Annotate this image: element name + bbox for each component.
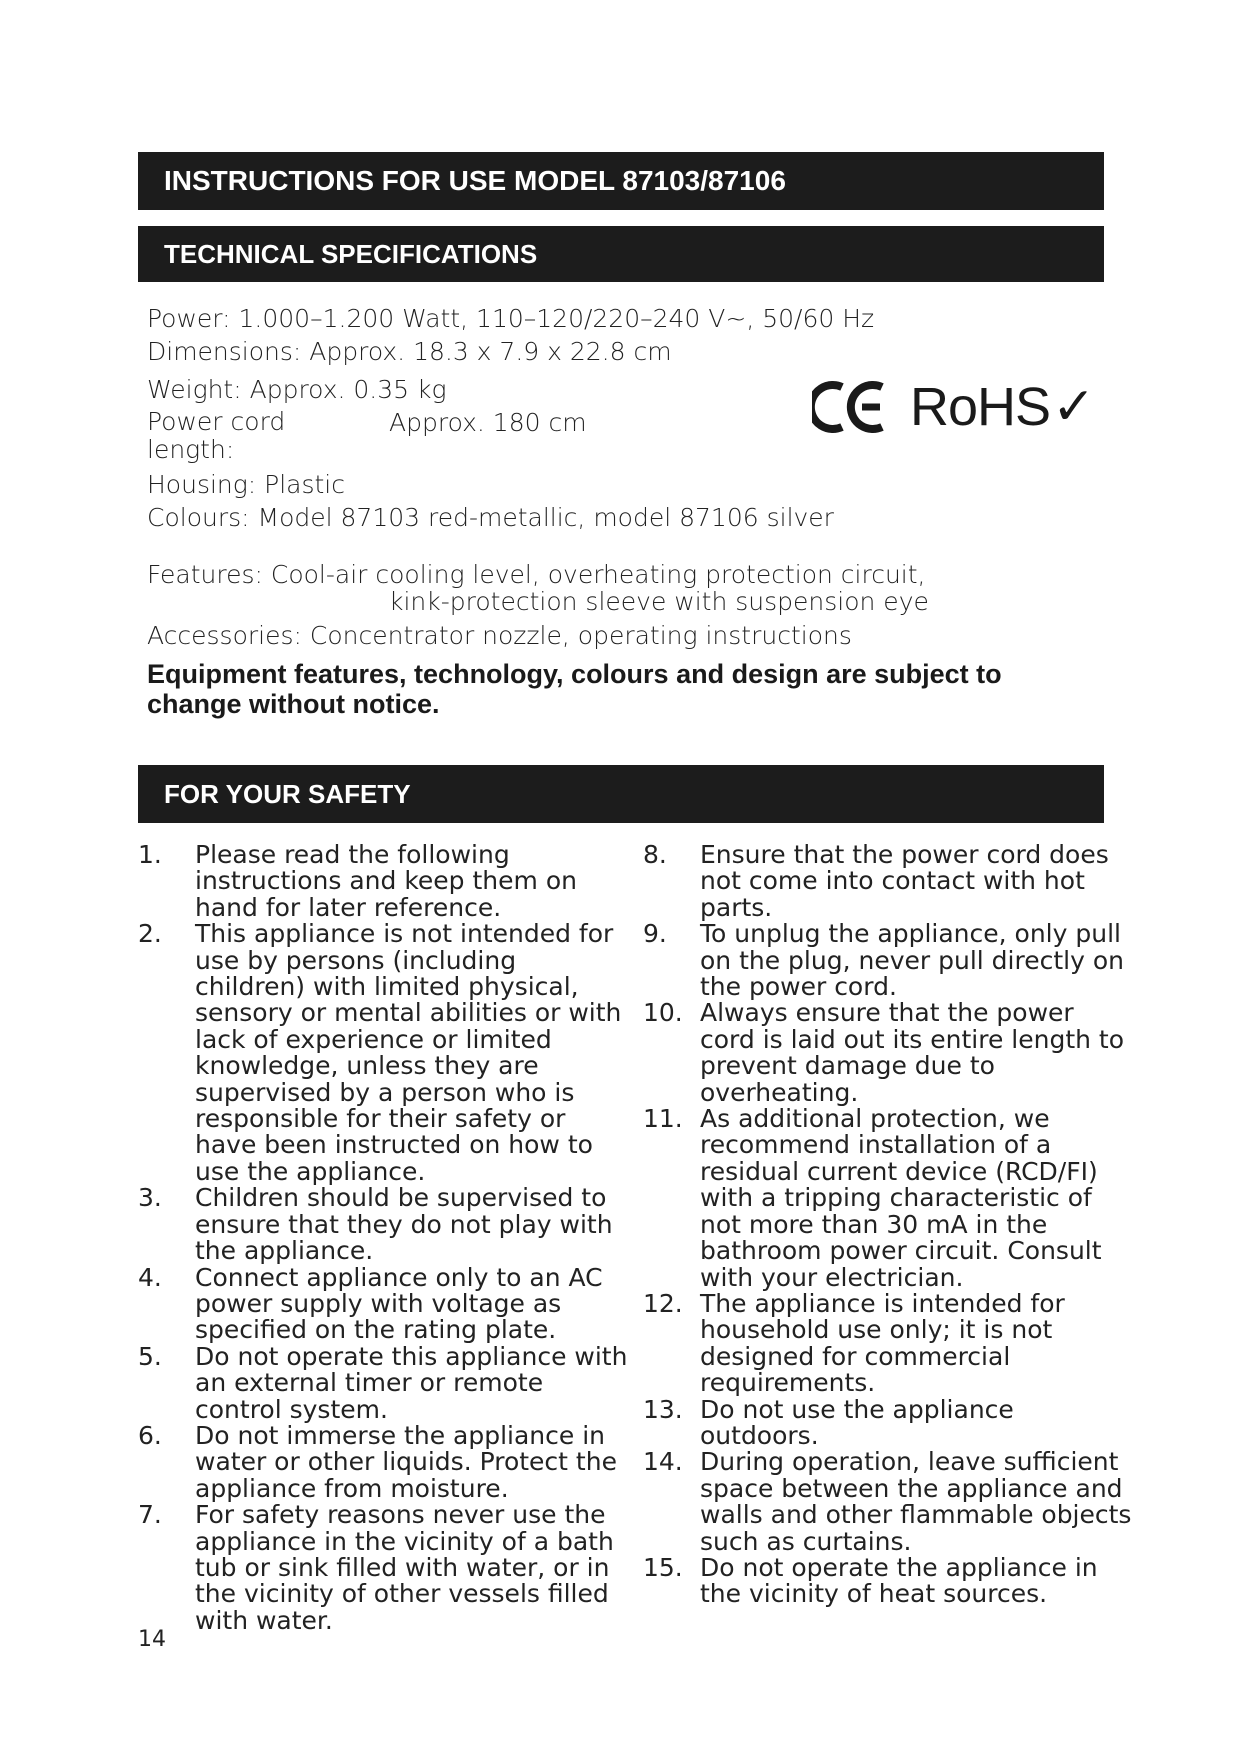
rohs-mark	[910, 376, 1095, 438]
spec-cord-label: Power cord length:	[147, 407, 286, 464]
safety-item	[138, 1502, 628, 1634]
safety-item-number: 4.	[138, 1262, 162, 1292]
rohs-label: RoHS	[910, 377, 1051, 437]
change-notice: Equipment features, technology, colours and design are subject to change without notice.	[147, 659, 1002, 719]
safety-item-text: Do not use the appliance outdoors.	[700, 1394, 1014, 1450]
safety-item-number: 8.	[643, 840, 667, 869]
spec-weight: Weight: Approx. 0.35 kg	[147, 375, 447, 404]
safety-item	[643, 1552, 1133, 1609]
safety-item	[138, 1262, 628, 1345]
safety-item	[643, 1000, 1133, 1106]
safety-item-number: 13.	[643, 1394, 683, 1424]
section-header-safety: FOR YOUR SAFETY	[138, 765, 1104, 823]
spec-power: Power: 1.000–1.200 Watt, 110–120/220–240 V~, 50/60 Hz	[147, 304, 875, 333]
safety-item-number: 9.	[643, 919, 667, 949]
safety-item-number: 6.	[138, 1420, 162, 1450]
safety-item-text: Do not operate this appliance with an external timer or remote control system.	[195, 1341, 628, 1424]
spec-accessories: Accessories: Concentrator nozzle, operating instructions	[147, 621, 852, 650]
safety-item-text: Always ensure that the power cord is laid out its entire length to prevent damage due to overheating.	[700, 998, 1125, 1107]
safety-item	[643, 842, 1133, 921]
safety-item-number: 2.	[138, 919, 162, 949]
ce-mark-icon	[812, 379, 888, 435]
safety-item-number: 12.	[643, 1288, 683, 1318]
page-number: 14	[138, 1627, 166, 1652]
safety-item	[138, 842, 628, 921]
safety-item-text: Children should be supervised to ensure that they do not play with the appliance.	[195, 1183, 613, 1266]
safety-item	[643, 1394, 1133, 1450]
safety-item-text: During operation, leave sufficient space between the appliance and walls and other flammable objects such as curtains.	[700, 1447, 1132, 1556]
spec-dimensions: Dimensions: Approx. 18.3 x 7.9 x 22.8 cm	[147, 337, 672, 366]
safety-item	[643, 921, 1133, 1000]
safety-item-text: Do not immerse the appliance in water or other liquids. Protect the appliance from moisture.	[195, 1420, 617, 1503]
spec-housing: Housing: Plastic	[147, 470, 345, 499]
safety-item-number: 14.	[643, 1447, 683, 1477]
safety-item	[643, 1106, 1133, 1291]
section-header-technical: TECHNICAL SPECIFICATIONS	[138, 226, 1104, 282]
safety-item-number: 7.	[138, 1500, 162, 1530]
safety-item-text: To unplug the appliance, only pull on the plug, never pull directly on the power cord.	[700, 919, 1124, 1002]
safety-item-number: 10.	[643, 998, 683, 1028]
safety-item-text: The appliance is intended for household use only; it is not designed for commercial requirements.	[700, 1288, 1065, 1398]
safety-item	[138, 1185, 628, 1264]
safety-item-number: 3.	[138, 1183, 162, 1213]
safety-item-number: 1.	[138, 840, 162, 869]
safety-item-number: 11.	[643, 1104, 683, 1134]
spec-cord-value: Approx. 180 cm	[389, 408, 587, 437]
safety-item	[138, 921, 628, 1185]
safety-item	[643, 1449, 1133, 1555]
safety-item-text: For safety reasons never use the appliance in the vicinity of a bath tub or sink filled with water, or in the vicinity of other vessels filled with water.	[195, 1500, 614, 1635]
safety-item	[643, 1288, 1133, 1398]
safety-list-right	[643, 842, 1133, 1608]
safety-item	[138, 1341, 628, 1424]
spec-features-continued: kink-protection sleeve with suspension eye	[389, 587, 929, 616]
spec-features: Features: Cool-air cooling level, overheating protection circuit,	[147, 560, 926, 589]
safety-item-text: Connect appliance only to an AC power supply with voltage as specified on the rating plate.	[195, 1262, 603, 1345]
spec-colours: Colours: Model 87103 red-metallic, model 87106 silver	[147, 503, 834, 532]
safety-item	[138, 1420, 628, 1503]
section-header-instructions: INSTRUCTIONS FOR USE MODEL 87103/87106	[138, 152, 1104, 210]
safety-item-text: Ensure that the power cord does not come into contact with hot parts.	[700, 840, 1109, 922]
safety-item-text: As additional protection, we recommend installation of a residual current device (RCD/FI) with a tripping characteristic of not more than 30 mA in the bathroom power circuit. Consult with your electrician.	[700, 1104, 1102, 1292]
safety-item-text: Please read the following instructions and keep them on hand for later reference.	[195, 840, 577, 922]
checkmark-icon: ✓	[1052, 378, 1095, 436]
safety-item-text: Do not operate the appliance in the vicinity of heat sources.	[700, 1552, 1098, 1609]
safety-item-number: 15.	[643, 1552, 683, 1582]
safety-list-left	[138, 842, 628, 1634]
certification-logos	[812, 372, 1095, 442]
safety-item-number: 5.	[138, 1341, 162, 1371]
safety-item-text: This appliance is not intended for use by persons (including children) with limited physical, sensory or mental abilities or with lack of experience or limited knowledge, unless they are supervised by a person who is responsible for their safety or have been instructed on how to use the appliance.	[195, 919, 622, 1186]
